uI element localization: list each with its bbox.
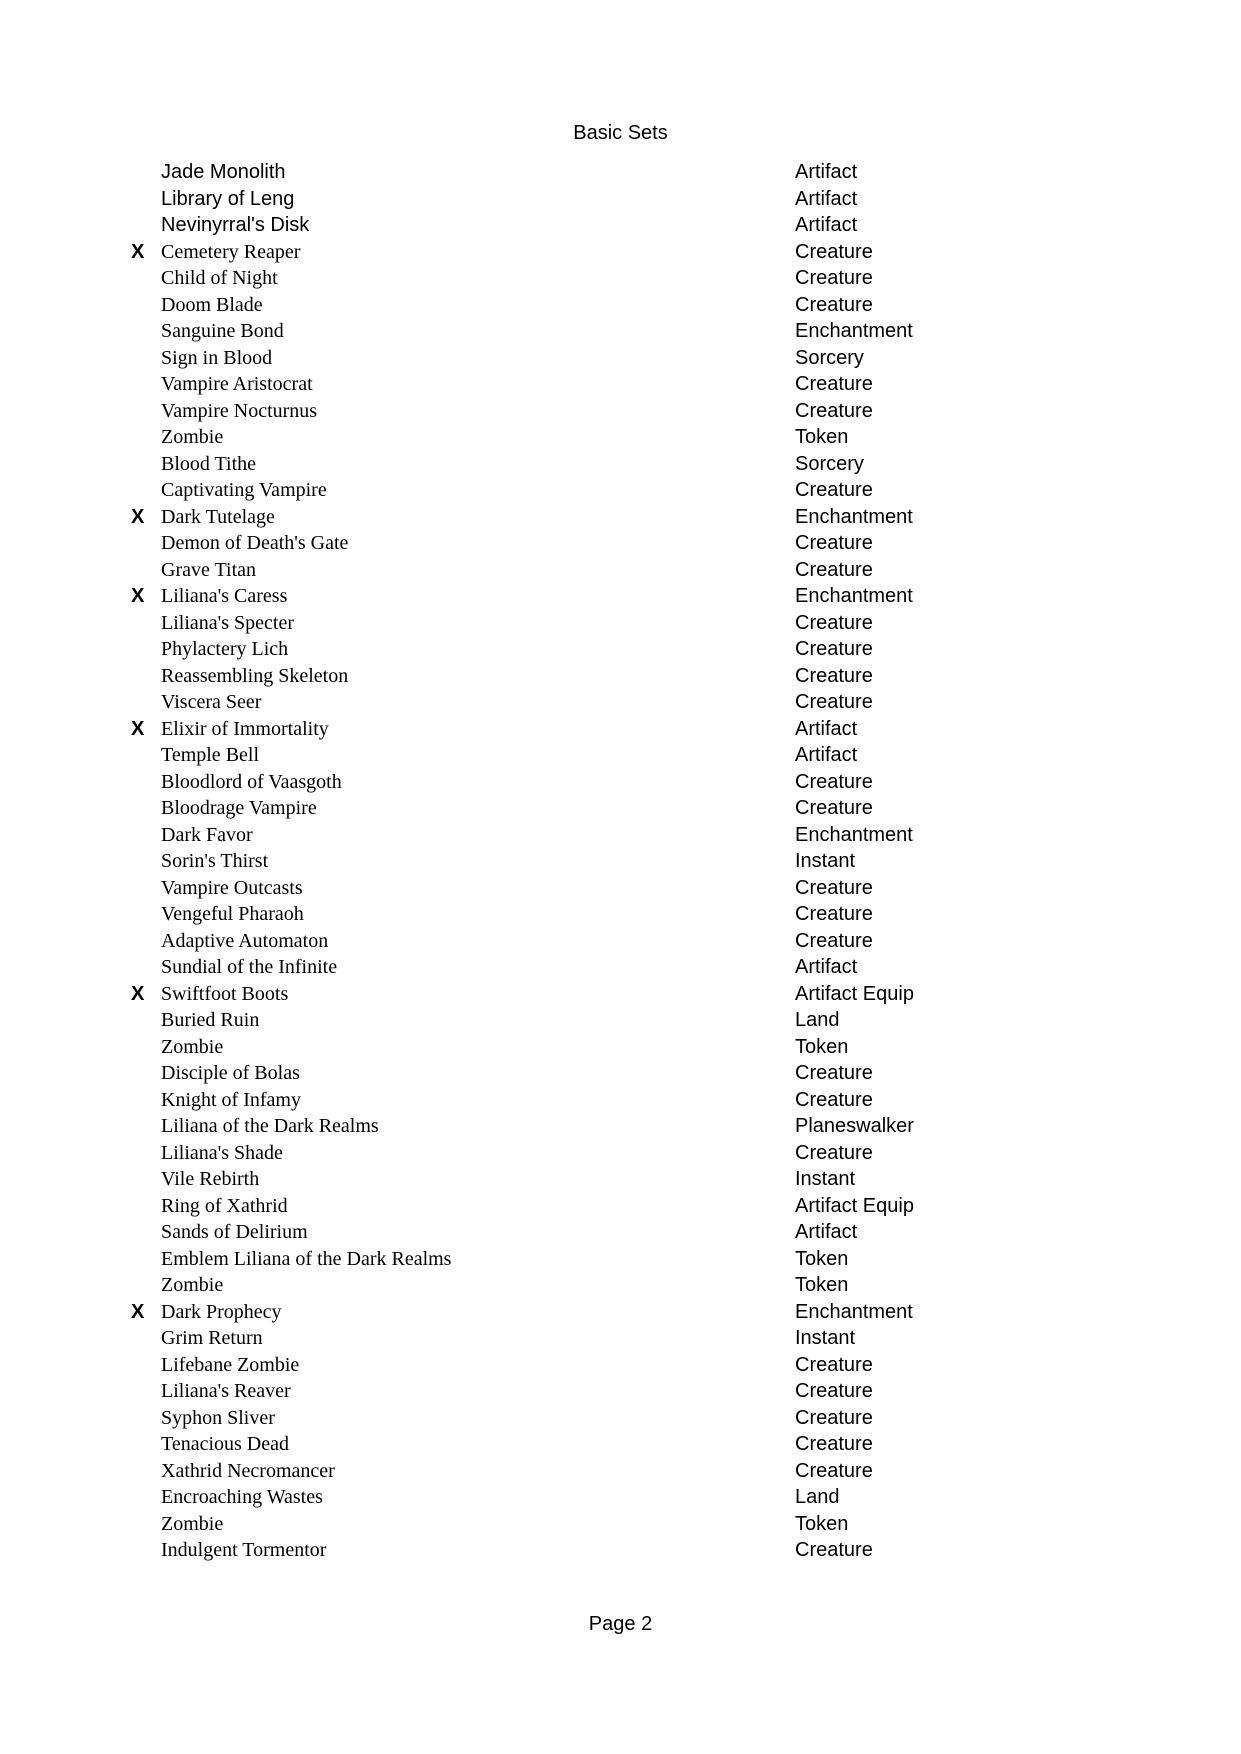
card-type: Creature bbox=[795, 1141, 873, 1164]
card-name: Captivating Vampire bbox=[161, 479, 327, 501]
card-type: Creature bbox=[795, 1433, 873, 1455]
card-type: Token bbox=[795, 426, 849, 448]
card-name: Encroaching Wastes bbox=[161, 1486, 323, 1508]
card-name: Liliana's Reaver bbox=[161, 1380, 291, 1402]
card-name: Indulgent Tormentor bbox=[161, 1539, 327, 1561]
card-type: Creature bbox=[795, 240, 873, 263]
owned-mark: X bbox=[131, 982, 145, 1005]
table-row bbox=[0, 318, 1241, 345]
card-name: Knight of Infamy bbox=[161, 1088, 301, 1111]
table-row bbox=[0, 795, 1241, 822]
card-name: Syphon Sliver bbox=[161, 1406, 275, 1429]
card-type: Enchantment bbox=[795, 585, 913, 607]
table-row bbox=[0, 928, 1241, 955]
card-type: Creature bbox=[795, 1406, 873, 1429]
table-row bbox=[0, 822, 1241, 849]
card-type: Instant bbox=[795, 850, 856, 872]
card-type: Creature bbox=[795, 638, 873, 660]
card-type: Creature bbox=[795, 1088, 873, 1111]
card-type: Creature bbox=[795, 1459, 873, 1482]
card-type: Artifact bbox=[795, 187, 858, 210]
owned-mark: X bbox=[131, 585, 145, 607]
card-name: Emblem Liliana of the Dark Realms bbox=[161, 1247, 452, 1270]
table-row bbox=[0, 530, 1241, 557]
card-type: Creature bbox=[795, 770, 873, 793]
card-name: Temple Bell bbox=[161, 744, 260, 766]
card-name: Zombie bbox=[161, 1512, 224, 1535]
table-row bbox=[0, 716, 1241, 743]
card-type: Enchantment bbox=[795, 320, 913, 342]
card-type: Artifact Equip bbox=[795, 1194, 914, 1217]
table-row bbox=[0, 1484, 1241, 1511]
card-name: Dark Favor bbox=[161, 823, 253, 846]
table-row bbox=[0, 1060, 1241, 1087]
table-row bbox=[0, 1219, 1241, 1246]
table-row bbox=[0, 954, 1241, 981]
card-type: Artifact bbox=[795, 717, 858, 740]
card-name: Grim Return bbox=[161, 1327, 263, 1349]
card-type: Artifact Equip bbox=[795, 982, 914, 1005]
table-row bbox=[0, 1299, 1241, 1326]
card-type: Token bbox=[795, 1247, 849, 1270]
card-name: Liliana's Specter bbox=[161, 611, 294, 634]
card-name: Liliana of the Dark Realms bbox=[161, 1115, 379, 1137]
card-name: Phylactery Lich bbox=[161, 638, 289, 660]
table-row bbox=[0, 1352, 1241, 1379]
card-type: Enchantment bbox=[795, 823, 913, 846]
table-row bbox=[0, 689, 1241, 716]
card-name: Doom Blade bbox=[161, 293, 263, 316]
table-row bbox=[0, 848, 1241, 875]
table-row bbox=[0, 477, 1241, 504]
card-name: Viscera Seer bbox=[161, 691, 262, 713]
card-type: Artifact bbox=[795, 214, 858, 236]
table-row bbox=[0, 451, 1241, 478]
table-row bbox=[0, 1378, 1241, 1405]
card-type: Artifact bbox=[795, 161, 858, 183]
table-row bbox=[0, 1325, 1241, 1352]
table-row bbox=[0, 1458, 1241, 1485]
card-type: Token bbox=[795, 1512, 849, 1535]
card-type: Creature bbox=[795, 1380, 873, 1402]
card-name: Sign in Blood bbox=[161, 346, 273, 369]
card-name: Demon of Death's Gate bbox=[161, 532, 349, 554]
table-row bbox=[0, 1537, 1241, 1564]
card-name: Vampire Nocturnus bbox=[161, 399, 318, 422]
card-name: Liliana's Caress bbox=[161, 585, 288, 607]
card-type: Creature bbox=[795, 664, 873, 687]
owned-mark: X bbox=[131, 1300, 145, 1323]
card-name: Library of Leng bbox=[161, 187, 295, 210]
card-name: Blood Tithe bbox=[161, 452, 257, 475]
card-name: Liliana's Shade bbox=[161, 1141, 283, 1164]
card-name: Adaptive Automaton bbox=[161, 929, 329, 952]
card-type: Artifact bbox=[795, 956, 858, 978]
card-name: Nevinyrral's Disk bbox=[161, 214, 310, 236]
card-type: Creature bbox=[795, 267, 873, 289]
card-name: Dark Prophecy bbox=[161, 1300, 282, 1323]
card-type: Creature bbox=[795, 373, 873, 395]
card-name: Cemetery Reaper bbox=[161, 240, 301, 263]
card-type: Enchantment bbox=[795, 1300, 913, 1323]
table-row bbox=[0, 1113, 1241, 1140]
table-row bbox=[0, 981, 1241, 1008]
card-name: Grave Titan bbox=[161, 558, 256, 581]
card-type: Creature bbox=[795, 399, 873, 422]
table-row bbox=[0, 159, 1241, 186]
card-type: Creature bbox=[795, 611, 873, 634]
card-name: Vampire Outcasts bbox=[161, 876, 303, 899]
owned-mark: X bbox=[131, 240, 145, 263]
card-list bbox=[0, 159, 1241, 1564]
card-type: Token bbox=[795, 1274, 849, 1296]
card-name: Bloodlord of Vaasgoth bbox=[161, 770, 342, 793]
card-name: Elixir of Immortality bbox=[161, 717, 329, 740]
card-name: Disciple of Bolas bbox=[161, 1062, 300, 1084]
card-type: Creature bbox=[795, 532, 873, 554]
table-row bbox=[0, 610, 1241, 637]
card-type: Creature bbox=[795, 876, 873, 899]
card-name: Reassembling Skeleton bbox=[161, 664, 349, 687]
card-type: Sorcery bbox=[795, 346, 864, 369]
owned-mark: X bbox=[131, 717, 145, 740]
table-row bbox=[0, 371, 1241, 398]
card-name: Tenacious Dead bbox=[161, 1433, 289, 1455]
card-type: Sorcery bbox=[795, 452, 864, 475]
table-row bbox=[0, 742, 1241, 769]
card-name: Vile Rebirth bbox=[161, 1168, 260, 1190]
table-row bbox=[0, 663, 1241, 690]
card-name: Zombie bbox=[161, 1035, 224, 1058]
card-type: Instant bbox=[795, 1327, 856, 1349]
table-row bbox=[0, 1431, 1241, 1458]
card-name: Ring of Xathrid bbox=[161, 1194, 288, 1217]
card-type: Creature bbox=[795, 479, 873, 501]
card-type: Land bbox=[795, 1486, 840, 1508]
card-name: Sundial of the Infinite bbox=[161, 956, 338, 978]
card-type: Artifact bbox=[795, 744, 858, 766]
card-name: Sorin's Thirst bbox=[161, 850, 269, 872]
table-row bbox=[0, 583, 1241, 610]
card-name: Zombie bbox=[161, 1274, 224, 1296]
card-name: Jade Monolith bbox=[161, 161, 286, 183]
card-type: Instant bbox=[795, 1168, 856, 1190]
table-row bbox=[0, 424, 1241, 451]
owned-mark: X bbox=[131, 505, 145, 528]
table-row bbox=[0, 186, 1241, 213]
table-row bbox=[0, 239, 1241, 266]
table-row bbox=[0, 1272, 1241, 1299]
card-name: Vengeful Pharaoh bbox=[161, 903, 304, 925]
card-name: Swiftfoot Boots bbox=[161, 982, 289, 1005]
table-row bbox=[0, 265, 1241, 292]
card-type: Creature bbox=[795, 797, 873, 819]
card-name: Child of Night bbox=[161, 267, 278, 289]
card-type: Creature bbox=[795, 929, 873, 952]
table-row bbox=[0, 212, 1241, 239]
table-row bbox=[0, 345, 1241, 372]
table-row bbox=[0, 636, 1241, 663]
table-row bbox=[0, 875, 1241, 902]
card-name: Bloodrage Vampire bbox=[161, 797, 317, 819]
card-type: Creature bbox=[795, 1062, 873, 1084]
table-row bbox=[0, 1087, 1241, 1114]
table-row bbox=[0, 557, 1241, 584]
card-type: Land bbox=[795, 1009, 840, 1031]
card-type: Artifact bbox=[795, 1221, 858, 1243]
card-name: Vampire Aristocrat bbox=[161, 373, 313, 395]
card-name: Dark Tutelage bbox=[161, 505, 275, 528]
table-row bbox=[0, 1405, 1241, 1432]
table-row bbox=[0, 1193, 1241, 1220]
card-name: Xathrid Necromancer bbox=[161, 1459, 335, 1482]
table-row bbox=[0, 1511, 1241, 1538]
table-row bbox=[0, 292, 1241, 319]
card-type: Creature bbox=[795, 1539, 873, 1561]
card-type: Creature bbox=[795, 903, 873, 925]
card-type: Creature bbox=[795, 293, 873, 316]
card-type: Token bbox=[795, 1035, 849, 1058]
card-type: Enchantment bbox=[795, 505, 913, 528]
card-type: Creature bbox=[795, 1353, 873, 1376]
table-row bbox=[0, 901, 1241, 928]
table-row bbox=[0, 1246, 1241, 1273]
table-row bbox=[0, 769, 1241, 796]
card-type: Creature bbox=[795, 691, 873, 713]
table-row bbox=[0, 1140, 1241, 1167]
card-type: Creature bbox=[795, 558, 873, 581]
card-name: Sanguine Bond bbox=[161, 320, 284, 342]
table-row bbox=[0, 1166, 1241, 1193]
table-row bbox=[0, 1007, 1241, 1034]
card-name: Zombie bbox=[161, 426, 224, 448]
card-name: Buried Ruin bbox=[161, 1009, 260, 1031]
table-row bbox=[0, 504, 1241, 531]
page-title: Basic Sets bbox=[573, 122, 668, 144]
page-number: Page 2 bbox=[588, 1613, 653, 1635]
table-row bbox=[0, 1034, 1241, 1061]
card-type: Planeswalker bbox=[795, 1115, 914, 1137]
card-name: Lifebane Zombie bbox=[161, 1353, 300, 1376]
card-name: Sands of Delirium bbox=[161, 1221, 308, 1243]
table-row bbox=[0, 398, 1241, 425]
